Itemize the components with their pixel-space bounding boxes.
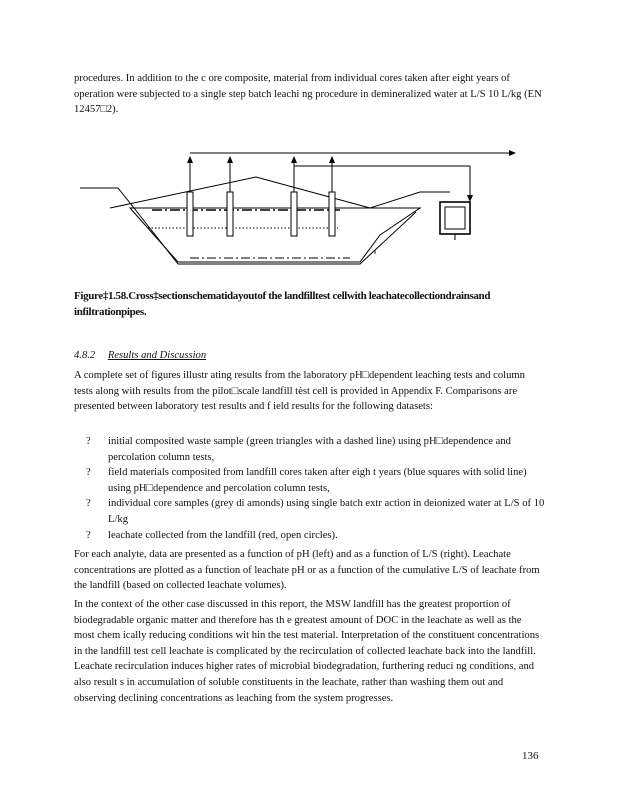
paragraph-intro: procedures. In addition to the c ore composite, material from individual cores taken after eight years of operation were subjected to a single step batch leachi ng procedure in demineralized water at L/S 10 L/kg (EN 12457□2).: [74, 73, 542, 116]
riser-4: [329, 162, 335, 236]
landfill-basin-outline: [130, 208, 420, 262]
section-number: 4.8.2: [74, 350, 96, 361]
riser-2: [227, 162, 233, 236]
riser-arrow-3: [291, 156, 297, 163]
list-item-text: initial composited waste sample (green triangles with a dashed line) using pH□dependence and percolation column tests,: [108, 436, 511, 463]
collection-line: [370, 192, 450, 208]
paragraph-datasets: A complete set of figures illustr ating results from the laboratory pH□dependent leaching tests and column tests along with results from the pilot□scale landfill tėst cell is provided in Appendix F. Comparisons are presented between laboratory test results and f ield results for the following datasets:: [74, 370, 525, 413]
landfill-cross-section-figure: [70, 140, 530, 275]
section-title: Results and Discussion: [107, 350, 207, 361]
list-item-text: individual core samples (grey di amonds) using single batch extr action in deionized water at L/S of 10 L/kg: [108, 498, 545, 525]
top-header-arrow: [509, 150, 516, 156]
list-item-text: leachate collected from the landfill (red, open circles).: [108, 529, 338, 541]
list-item: [86, 496, 546, 527]
riser-arrow-4: [329, 156, 335, 163]
list-item: [86, 528, 546, 544]
list-item-text: field materials composited from landfill cores taken after eigh t years (blue squares with solid line) using pH□dependence and percolation column tests,: [108, 467, 527, 494]
bullet-marker: ?: [86, 436, 91, 447]
paragraph-analyte: For each analyte, data are presented as a function of pH (left) and as a function of L/S (right). Leachate concentrations are plotted as a function of leachate pH or as a function of the cumulative L/S of leachate from the landfill (based on collected leachate volumes).: [74, 549, 540, 592]
page-number: 136: [522, 750, 539, 762]
paragraph-context: In the context of the other case discussed in this report, the MSW landfill has the greatest proportion of biodegradable organic matter and therefore has th e greatest amount of DOC in the leachate as well as the most chem ically reducing conditions wit hin the test material. Interpretation of the constituent concentrations in the landfill test cell leachate is complicated by the recirculation of collected leachate back into the landfill. Leachate recirculation induces higher rates of microbial biodegradation, furthering reduci ng conditions, and also result s in accumulation of soluble constituents in the leachate, rather than washing them out and observing declining concentrations as leaching from the system progresses.: [74, 599, 540, 704]
list-item: [86, 434, 546, 465]
riser-arrow-2: [227, 156, 233, 163]
bullet-marker: ?: [86, 467, 91, 479]
riser-1: [187, 162, 193, 236]
bullet-marker: ?: [86, 529, 91, 541]
figure-caption: Figure‡1.58.Cross‡sectionschematidayoutof the landfilltest cellwith leachatecollectiondrainsand infiltrationpipes.: [74, 290, 491, 318]
basin-outer-line: [134, 208, 416, 264]
section-heading: [74, 350, 206, 361]
bullet-marker: ?: [86, 498, 91, 510]
dataset-list: [86, 434, 546, 543]
list-item: [86, 465, 546, 496]
riser-arrow-1: [187, 156, 193, 163]
tank-arrow: [467, 195, 473, 202]
riser-3: [291, 162, 297, 236]
